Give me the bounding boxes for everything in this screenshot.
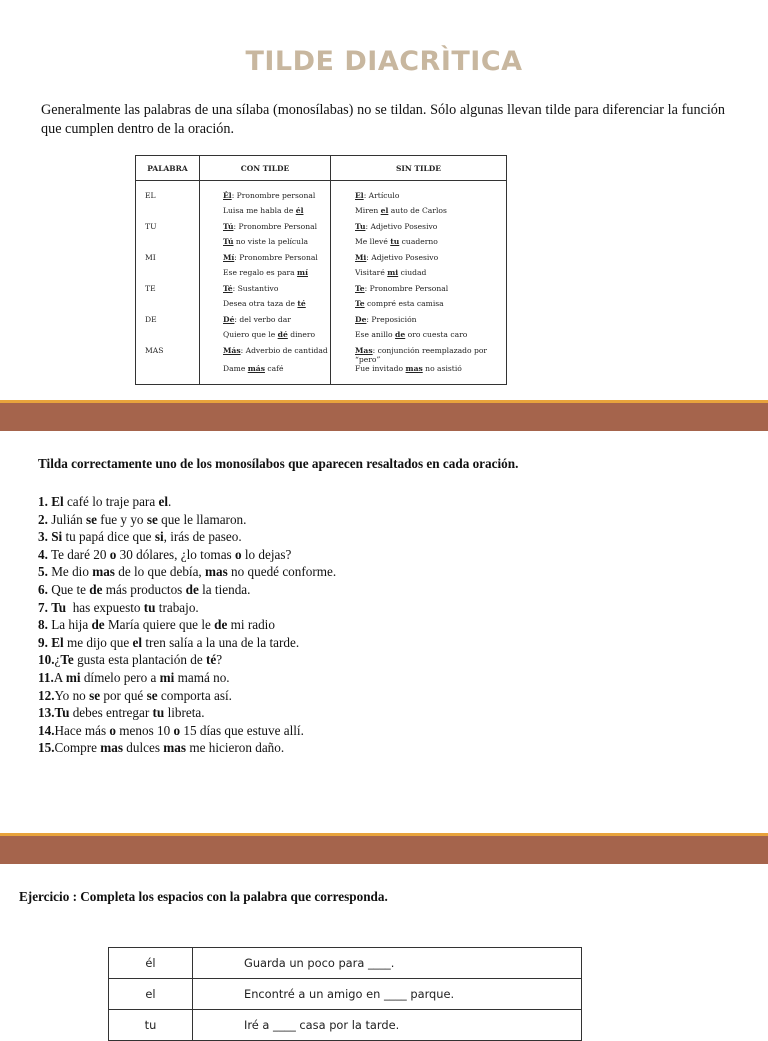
term-word: Té bbox=[223, 283, 233, 293]
sentence-text: debes entregar bbox=[69, 705, 153, 721]
highlighted-monosyllable: se bbox=[86, 511, 97, 527]
term-definition: : Adjetivo Posesivo bbox=[366, 252, 439, 262]
highlighted-monosyllable: tu bbox=[152, 705, 165, 721]
sentence-text: libreta. bbox=[164, 705, 205, 721]
palabra-cell bbox=[136, 268, 200, 284]
example-text: Desea otra taza de bbox=[223, 299, 298, 308]
sentence-text: 30 dólares, ¿lo tomas bbox=[116, 546, 235, 562]
table-row bbox=[136, 237, 507, 253]
table-row bbox=[136, 346, 507, 364]
exercise1-list bbox=[38, 493, 336, 757]
highlighted-monosyllable: de bbox=[89, 581, 103, 597]
sin-tilde-cell bbox=[331, 315, 507, 331]
sin-tilde-cell bbox=[331, 299, 507, 315]
highlight-word: dé bbox=[277, 330, 288, 339]
sentence-text: Me dio bbox=[47, 564, 93, 580]
sin-tilde-cell bbox=[331, 284, 507, 300]
sentence-text: mi radio bbox=[227, 617, 275, 633]
sentence-text: Julián bbox=[47, 511, 86, 527]
example-text: Ese anillo bbox=[355, 330, 396, 339]
term-definition: : del verbo dar bbox=[234, 314, 291, 324]
sin-tilde-cell bbox=[331, 346, 507, 364]
palabra-cell: TE bbox=[136, 284, 200, 300]
sin-tilde-cell bbox=[331, 206, 507, 222]
term-word: Te bbox=[355, 283, 365, 293]
sentence-text: Hace más bbox=[54, 722, 110, 738]
item-number: 6. bbox=[38, 581, 48, 597]
con-tilde-cell bbox=[200, 284, 331, 300]
table-spacer-row bbox=[136, 181, 507, 191]
term-word: Mí bbox=[223, 252, 235, 262]
highlighted-monosyllable: o bbox=[109, 722, 116, 738]
example-text: compré esta camisa bbox=[364, 299, 444, 308]
sentence-text: ? bbox=[216, 652, 223, 668]
sentence-text: por qué bbox=[100, 687, 147, 703]
sentence-text: tren salía a la una de la tarde. bbox=[142, 634, 300, 650]
highlighted-monosyllable: se bbox=[89, 687, 101, 703]
reference-table bbox=[135, 155, 507, 385]
sentence-text: me dijo que bbox=[63, 634, 133, 650]
sentence-text: de lo que debía, bbox=[114, 564, 206, 580]
sentence-text: trabajo. bbox=[155, 599, 199, 615]
term-word: Él bbox=[223, 190, 232, 200]
term-word: Mas bbox=[355, 345, 373, 355]
sentence-text: ¿ bbox=[54, 652, 61, 668]
exercise1-title: Tilda correctamente uno de los monosílabos que aparecen resaltados en cada oración. bbox=[38, 456, 519, 471]
term-word: De bbox=[355, 314, 367, 324]
example-text: Luisa me habla de bbox=[223, 206, 296, 215]
table-row bbox=[136, 268, 507, 284]
con-tilde-cell bbox=[200, 330, 331, 346]
highlighted-monosyllable: de bbox=[185, 581, 199, 597]
item-number: 14. bbox=[38, 722, 55, 738]
sentence-text: Que te bbox=[47, 581, 90, 597]
con-tilde-cell bbox=[200, 268, 331, 284]
con-tilde-cell bbox=[200, 191, 331, 207]
header-con-tilde: CON TILDE bbox=[200, 156, 331, 181]
highlight-word: té bbox=[297, 299, 306, 308]
sentence-cell: Iré a ____ casa por la tarde. bbox=[193, 1010, 582, 1041]
highlighted-monosyllable: se bbox=[146, 687, 158, 703]
highlighted-monosyllable: el bbox=[158, 494, 168, 509]
highlight-word: más bbox=[247, 363, 265, 373]
palabra-cell bbox=[136, 237, 200, 253]
highlight-word: tu bbox=[390, 237, 400, 246]
con-tilde-cell bbox=[200, 315, 331, 331]
term-word: Tu bbox=[355, 221, 366, 231]
highlight-word: Tú bbox=[223, 237, 234, 246]
item-number: 2. bbox=[38, 511, 48, 527]
fill-row bbox=[109, 979, 582, 1010]
sin-tilde-cell bbox=[331, 253, 507, 269]
sentence-text: menos 10 bbox=[116, 722, 174, 738]
item-number: 15. bbox=[38, 740, 55, 756]
sentence-text: Compre bbox=[54, 740, 101, 756]
sentence-text: , irás de paseo. bbox=[163, 529, 242, 545]
table-row bbox=[136, 222, 507, 238]
example-text: Quiero que le bbox=[223, 330, 278, 339]
highlighted-monosyllable: El bbox=[51, 494, 64, 509]
example-text: Visitaré bbox=[355, 268, 388, 277]
highlighted-monosyllable: mi bbox=[65, 669, 81, 685]
highlighted-monosyllable: se bbox=[146, 511, 158, 527]
word-cell: tu bbox=[109, 1010, 193, 1041]
term-definition: : Adverbio de cantidad bbox=[240, 345, 328, 355]
highlighted-monosyllable: el bbox=[132, 634, 143, 650]
highlighted-monosyllable: El bbox=[51, 634, 64, 650]
exercise-item bbox=[38, 528, 336, 546]
sentence-text: La hija bbox=[47, 617, 92, 633]
exercise-item bbox=[38, 563, 336, 581]
sentence-text: gusta esta plantación de bbox=[73, 652, 206, 668]
intro-paragraph: Generalmente las palabras de una sílaba (monosílabas) no se tildan. Sólo algunas llevan tilde para diferenciar la función que cumplen dentro de la oración. bbox=[41, 102, 725, 137]
term-definition: : Pronombre Personal bbox=[233, 221, 318, 231]
exercise-item bbox=[38, 687, 336, 705]
sentence-text: la tienda. bbox=[198, 581, 251, 597]
item-number: 1. bbox=[38, 494, 48, 509]
term-definition: : Sustantivo bbox=[232, 283, 279, 293]
item-number: 10. bbox=[38, 652, 55, 668]
exercise-item bbox=[38, 511, 336, 529]
table-row bbox=[136, 284, 507, 300]
exercise-item bbox=[38, 546, 336, 564]
term-word: Más bbox=[223, 345, 241, 355]
palabra-cell: DE bbox=[136, 315, 200, 331]
sentence-text: más productos bbox=[102, 581, 186, 597]
sentence-text: tu papá dice que bbox=[62, 529, 155, 545]
sentence-text: me hicieron daño. bbox=[186, 740, 285, 756]
sin-tilde-cell bbox=[331, 268, 507, 284]
table-row bbox=[136, 364, 507, 385]
con-tilde-cell bbox=[200, 253, 331, 269]
table-row bbox=[136, 315, 507, 331]
sentence-text: que le llamaron. bbox=[157, 511, 247, 527]
sentence-text: dulces bbox=[123, 740, 164, 756]
term-definition: : Preposición bbox=[366, 314, 417, 324]
fill-row bbox=[109, 948, 582, 979]
term-word: Mi bbox=[355, 252, 367, 262]
con-tilde-cell bbox=[200, 299, 331, 315]
highlighted-monosyllable: mas bbox=[100, 740, 123, 756]
palabra-cell bbox=[136, 364, 200, 385]
item-number: 5. bbox=[38, 564, 48, 580]
term-definition: : Artículo bbox=[363, 190, 400, 200]
sentence-text: dímelo pero a bbox=[80, 669, 160, 685]
example-text: auto de Carlos bbox=[388, 206, 447, 215]
sentence-text: Te daré 20 bbox=[47, 546, 110, 562]
highlighted-monosyllable: mi bbox=[159, 669, 175, 685]
palabra-cell: MAS bbox=[136, 346, 200, 364]
highlight-word: mí bbox=[297, 268, 308, 277]
example-text: Miren bbox=[355, 206, 381, 215]
highlighted-monosyllable: Si bbox=[51, 529, 63, 545]
term-word: Tú bbox=[223, 221, 234, 231]
divider-band bbox=[0, 833, 768, 864]
table-row bbox=[136, 330, 507, 346]
highlighted-monosyllable: o bbox=[173, 722, 181, 738]
highlighted-monosyllable: Te bbox=[60, 652, 74, 668]
exercise-item bbox=[38, 722, 336, 740]
palabra-cell: EL bbox=[136, 191, 200, 207]
highlight-word: el bbox=[380, 206, 389, 215]
example-text: cuaderno bbox=[399, 237, 438, 246]
highlighted-monosyllable: tu bbox=[143, 599, 156, 615]
con-tilde-cell bbox=[200, 346, 331, 364]
item-number: 11. bbox=[38, 669, 54, 685]
sin-tilde-cell bbox=[331, 222, 507, 238]
sentence-text: . bbox=[168, 494, 172, 509]
con-tilde-cell bbox=[200, 222, 331, 238]
example-text: dinero bbox=[287, 330, 316, 339]
highlight-word: Te bbox=[355, 299, 365, 308]
sentence-text: café lo traje para bbox=[63, 494, 159, 509]
sentence-text: María quiere que le bbox=[104, 617, 215, 633]
palabra-cell bbox=[136, 299, 200, 315]
highlight-word: él bbox=[295, 206, 304, 215]
exercise-item bbox=[38, 493, 336, 511]
header-palabra: PALABRA bbox=[136, 156, 200, 181]
example-text: ciudad bbox=[398, 268, 427, 277]
highlight-word: de bbox=[395, 330, 406, 339]
example-text: Ese regalo es para bbox=[223, 268, 298, 277]
exercise-item bbox=[38, 616, 336, 634]
highlighted-monosyllable: o bbox=[109, 546, 117, 562]
con-tilde-cell bbox=[200, 364, 331, 385]
highlighted-monosyllable: de bbox=[91, 617, 105, 633]
term-definition: : Pronombre Personal bbox=[364, 283, 449, 293]
word-cell: él bbox=[109, 948, 193, 979]
header-sin-tilde: SIN TILDE bbox=[331, 156, 507, 181]
table-row bbox=[136, 253, 507, 269]
item-number: 3. bbox=[38, 529, 48, 545]
sentence-text: no quedé conforme. bbox=[227, 564, 337, 580]
sin-tilde-cell bbox=[331, 237, 507, 253]
item-number: 8. bbox=[38, 617, 48, 633]
table-row bbox=[136, 299, 507, 315]
sentence-text: fue y yo bbox=[97, 511, 147, 527]
item-number: 4. bbox=[38, 546, 48, 562]
sentence-cell: Encontré a un amigo en ____ parque. bbox=[193, 979, 582, 1010]
highlighted-monosyllable: mas bbox=[163, 740, 187, 756]
exercise-item bbox=[38, 581, 336, 599]
sentence-text: A bbox=[53, 669, 66, 685]
highlight-word: mas bbox=[405, 363, 423, 373]
example-text: Fue invitado bbox=[355, 363, 406, 373]
sentence-text: Yo no bbox=[54, 687, 90, 703]
palabra-cell: MI bbox=[136, 253, 200, 269]
example-text: café bbox=[264, 363, 284, 373]
table-row bbox=[136, 206, 507, 222]
exercise-item bbox=[38, 739, 336, 757]
palabra-cell: TU bbox=[136, 222, 200, 238]
sentence-text: has expuesto bbox=[66, 599, 144, 615]
example-text: oro cuesta caro bbox=[405, 330, 468, 339]
highlighted-monosyllable: o bbox=[234, 546, 242, 562]
highlighted-monosyllable: mas bbox=[92, 564, 115, 580]
example-text: no asistió bbox=[422, 363, 462, 373]
highlighted-monosyllable: de bbox=[214, 617, 228, 633]
term-definition: : Pronombre Personal bbox=[234, 252, 318, 262]
item-number: 7. bbox=[38, 599, 48, 615]
term-definition: : Adjetivo Posesivo bbox=[365, 221, 438, 231]
highlight-word: mi bbox=[387, 268, 399, 277]
highlighted-monosyllable: té bbox=[205, 652, 217, 668]
exercise-item bbox=[38, 599, 336, 617]
example-text: no viste la película bbox=[233, 237, 309, 246]
divider-band bbox=[0, 400, 768, 431]
exercise2-title: Ejercicio : Completa los espacios con la palabra que corresponda. bbox=[19, 889, 388, 904]
page-title: TILDE DIACRÌTICA bbox=[245, 46, 523, 77]
highlighted-monosyllable: si bbox=[154, 529, 164, 545]
highlighted-monosyllable: Tu bbox=[54, 705, 70, 721]
palabra-cell bbox=[136, 330, 200, 346]
term-word: Dé bbox=[223, 314, 235, 324]
sin-tilde-cell bbox=[331, 191, 507, 207]
exercise-item bbox=[38, 669, 336, 687]
con-tilde-cell bbox=[200, 237, 331, 253]
item-number: 9. bbox=[38, 634, 48, 650]
highlighted-monosyllable: mas bbox=[205, 564, 228, 580]
exercise-item bbox=[38, 704, 336, 722]
term-word: El bbox=[355, 190, 364, 200]
item-number: 12. bbox=[38, 687, 55, 703]
palabra-cell bbox=[136, 206, 200, 222]
sentence-text: mamá no. bbox=[174, 669, 230, 685]
con-tilde-cell bbox=[200, 206, 331, 222]
example-text: Me llevé bbox=[355, 237, 391, 246]
sin-tilde-cell bbox=[331, 330, 507, 346]
term-definition: : conjunción reemplazado por “pero” bbox=[355, 345, 488, 364]
sentence-cell: Guarda un poco para ____. bbox=[193, 948, 582, 979]
sentence-text: comporta así. bbox=[157, 687, 232, 703]
fill-table bbox=[108, 947, 582, 1041]
sin-tilde-cell bbox=[331, 364, 507, 385]
sentence-text: lo dejas? bbox=[241, 546, 292, 562]
exercise-item bbox=[38, 651, 336, 669]
example-text: Dame bbox=[223, 363, 248, 373]
table-row bbox=[136, 191, 507, 207]
item-number: 13. bbox=[38, 705, 55, 721]
exercise-item bbox=[38, 634, 336, 652]
sentence-text: 15 días que estuve allí. bbox=[180, 722, 304, 738]
highlighted-monosyllable: Tu bbox=[51, 599, 67, 615]
word-cell: el bbox=[109, 979, 193, 1010]
term-definition: : Pronombre personal bbox=[231, 190, 316, 200]
fill-row bbox=[109, 1010, 582, 1041]
